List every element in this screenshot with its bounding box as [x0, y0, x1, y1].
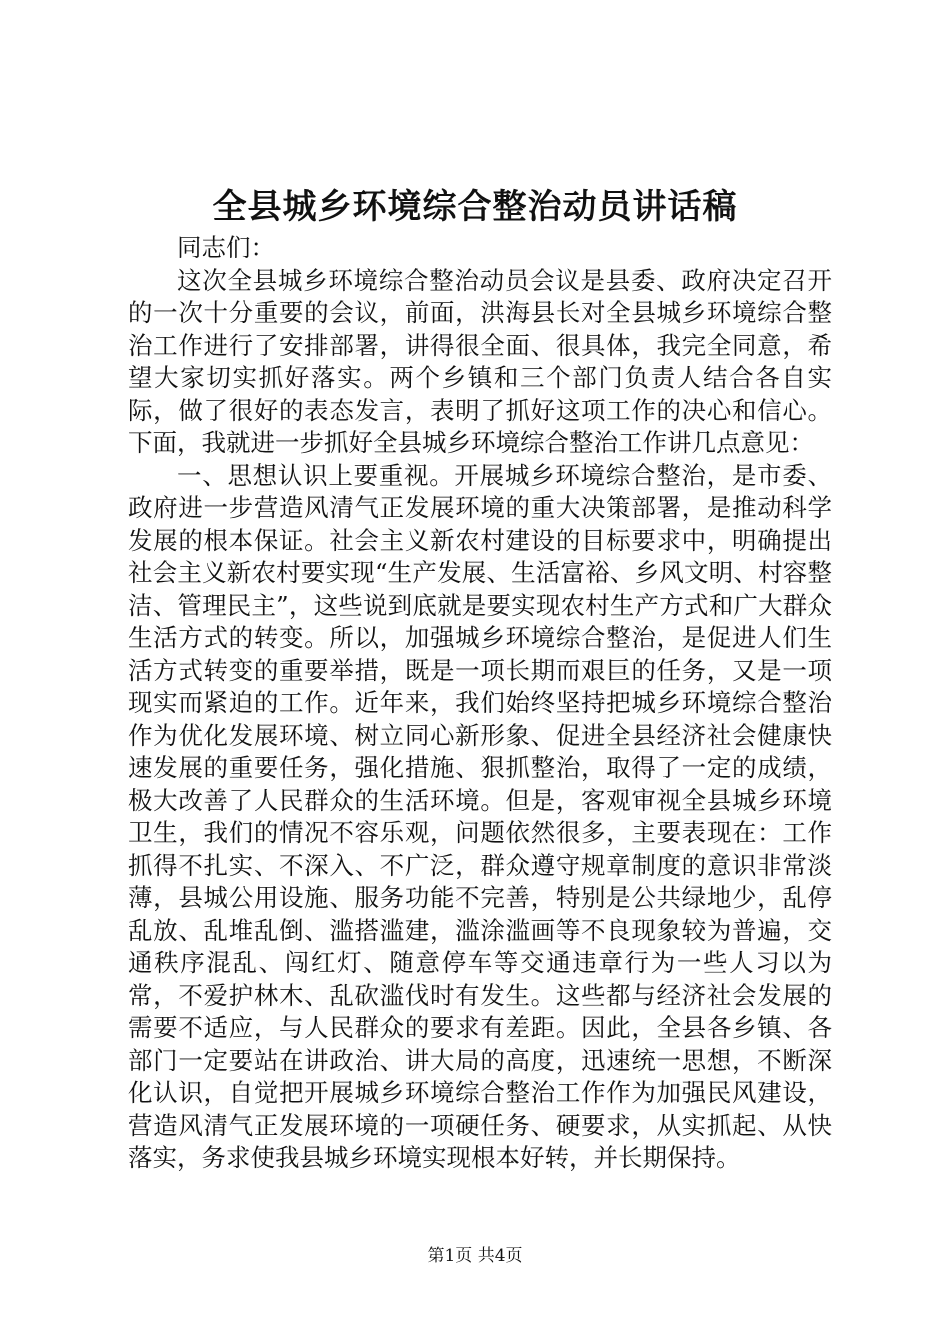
paragraph-intro: 这次全县城乡环境综合整治动员会议是县委、政府决定召开的一次十分重要的会议，前面，洪海县长对全县城乡环境综合整治工作进行了安排部署，讲得很全面、很具体，我完全同意，希望大家切实抓好落实。两个乡镇和三个部门负责人结合各自实际，做了很好的表态发言，表明了抓好这项工作的决心和信心。下面，我就进一步抓好全县城乡环境综合整治工作讲几点意见：	[128, 265, 832, 457]
document-title: 全县城乡环境综合整治动员讲话稿	[212, 187, 738, 227]
salutation: 同志们：	[177, 233, 275, 262]
page-indicator: 第1页 共4页	[427, 1246, 523, 1266]
document-body	[128, 232, 832, 1175]
paragraph-section-one: 一、思想认识上要重视。开展城乡环境综合整治，是市委、政府进一步营造风清气正发展环境的重大决策部署，是推动科学发展的根本保证。社会主义新农村建设的目标要求中，明确提出社会主义新农村要实现“生产发展、生活富裕、乡风文明、村容整洁、管理民主”，这些说到底就是要实现农村生产方式和广大群众生活方式的转变。所以，加强城乡环境综合整治，是促进人们生活方式转变的重要举措，既是一项长期而艰巨的任务，又是一项现实而紧迫的工作。近年来，我们始终坚持把城乡环境综合整治作为优化发展环境、树立同心新形象、促进全县经济社会健康快速发展的重要任务，强化措施、狠抓整治，取得了一定的成绩，极大改善了人民群众的生活环境。但是，客观审视全县城乡环境卫生，我们的情况不容乐观，问题依然很多，主要表现在：工作抓得不扎实、不深入、不广泛，群众遵守规章制度的意识非常淡薄，县城公用设施、服务功能不完善，特别是公共绿地少，乱停乱放、乱堆乱倒、滥搭滥建，滥涂滥画等不良现象较为普遍，交通秩序混乱、闯红灯、随意停车等交通违章行为一些人习以为常，不爱护林木、乱砍滥伐时有发生。这些都与经济社会发展的需要不适应，与人民群众的要求有差距。因此，全县各乡镇、各部门一定要站在讲政治、讲大局的高度，迅速统一思想，不断深化认识，自觉把开展城乡环境综合整治工作作为加强民风建设，营造风清气正发展环境的一项硬任务、硬要求，从实抓起、从快落实，务求使我县城乡环境实现根本好转，并长期保持。	[128, 460, 832, 1172]
